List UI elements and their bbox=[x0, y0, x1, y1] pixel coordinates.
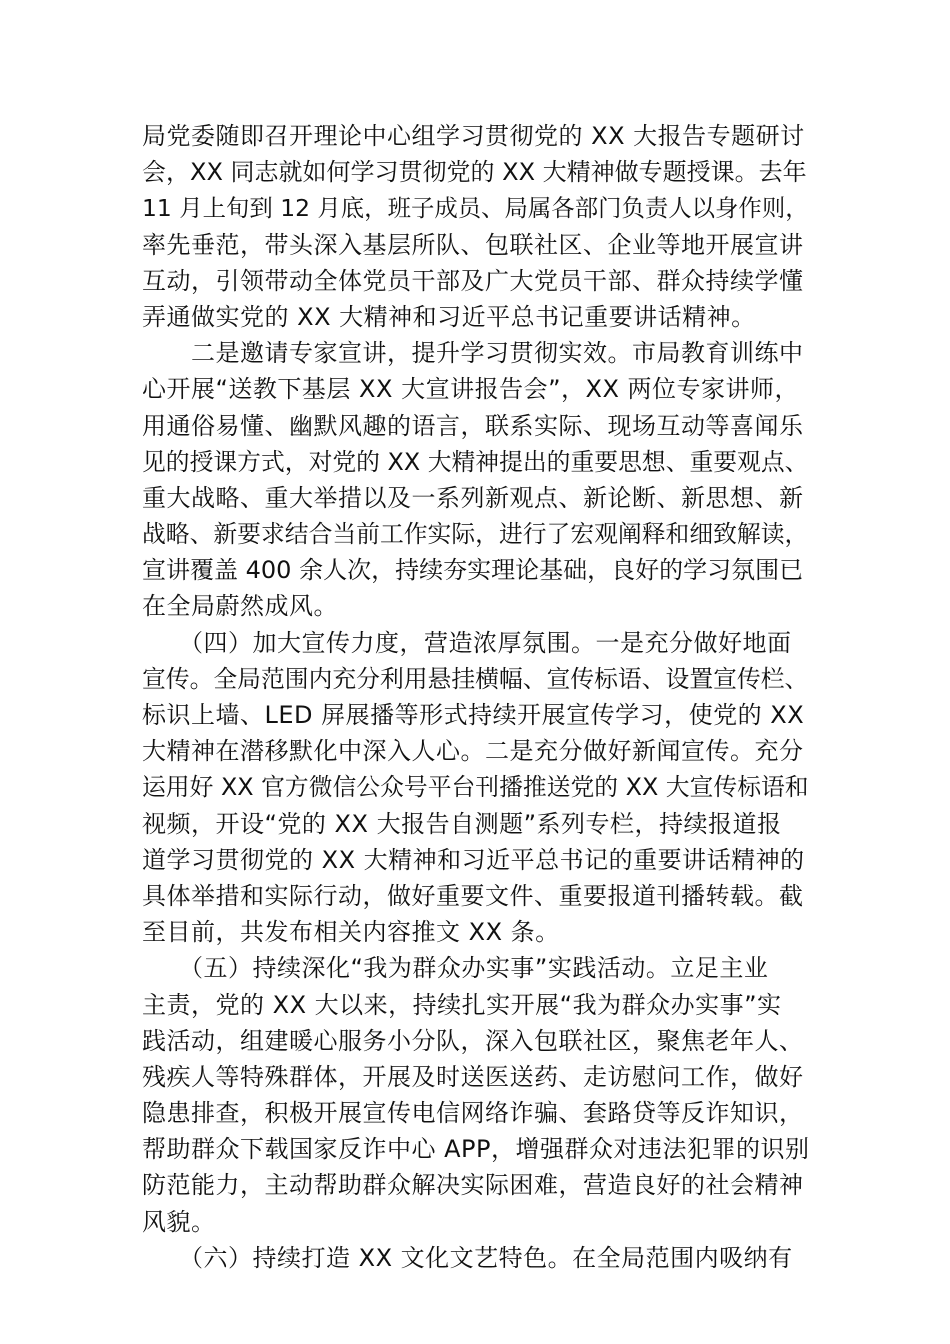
text-line: （六）持续打造 XX 文化文艺特色。在全局范围内吸纳有 bbox=[142, 1243, 793, 1272]
text-line: （五）持续深化“我为群众办实事”实践活动。立足主业 bbox=[142, 954, 769, 983]
text-line: 11 月上旬到 12 月底，班子成员、局属各部门负责人以身作则， bbox=[142, 194, 809, 223]
text-line: 重大战略、重大举措以及一系列新观点、新论断、新思想、新 bbox=[142, 483, 804, 512]
text-line: 战略、新要求结合当前工作实际，进行了宏观阐释和细致解读， bbox=[142, 520, 809, 549]
text-line: 在全局蔚然成风。 bbox=[142, 592, 338, 621]
text-line: 见的授课方式，对党的 XX 大精神提出的重要思想、重要观点、 bbox=[142, 447, 809, 476]
text-line: 用通俗易懂、幽默风趣的语言，联系实际、现场互动等喜闻乐 bbox=[142, 411, 804, 440]
text-line: 弄通做实党的 XX 大精神和习近平总书记重要讲话精神。 bbox=[142, 302, 756, 331]
text-line: 标识上墙、LED 屏展播等形式持续开展宣传学习，使党的 XX bbox=[142, 701, 805, 729]
text-line: 至目前，共发布相关内容推文 XX 条。 bbox=[142, 918, 560, 947]
text-line: 会，XX 同志就如何学习贯彻党的 XX 大精神做专题授课。去年 bbox=[142, 158, 807, 187]
text-line: 局党委随即召开理论中心组学习贯彻党的 XX 大报告专题研讨 bbox=[142, 122, 805, 150]
text-line: 具体举措和实际行动，做好重要文件、重要报道刊播转载。截 bbox=[142, 881, 804, 910]
text-line: 宣传。全局范围内充分利用悬挂横幅、宣传标语、设置宣传栏、 bbox=[142, 664, 809, 693]
text-line: 帮助群众下载国家反诈中心 APP，增强群众对违法犯罪的识别 bbox=[142, 1135, 810, 1164]
text-line: 残疾人等特殊群体，开展及时送医送药、走访慰问工作，做好 bbox=[142, 1062, 804, 1091]
text-line: 大精神在潜移默化中深入人心。二是充分做好新闻宣传。充分 bbox=[142, 737, 804, 766]
document-body bbox=[142, 118, 810, 1276]
text-line: （四）加大宣传力度，营造浓厚氛围。一是充分做好地面 bbox=[142, 628, 792, 657]
text-line: 互动，引领带动全体党员干部及广大党员干部、群众持续学懂 bbox=[142, 266, 804, 295]
text-line: 风貌。 bbox=[142, 1207, 216, 1236]
text-line: 防范能力，主动帮助群众解决实际困难，营造良好的社会精神 bbox=[142, 1171, 804, 1200]
text-line: 道学习贯彻党的 XX 大精神和习近平总书记的重要讲话精神的 bbox=[142, 845, 805, 874]
text-line: 率先垂范，带头深入基层所队、包联社区、企业等地开展宣讲 bbox=[142, 230, 804, 259]
text-line: 视频，开设“党的 XX 大报告自测题”系列专栏，持续报道报 bbox=[142, 809, 782, 838]
text-line: 主责，党的 XX 大以来，持续扎实开展“我为群众办实事”实 bbox=[142, 990, 782, 1019]
text-line: 心开展“送教下基层 XX 大宣讲报告会”，XX 两位专家讲师， bbox=[142, 375, 800, 404]
text-line: 宣讲覆盖 400 余人次，持续夯实理论基础，良好的学习氛围已 bbox=[142, 556, 804, 585]
text-line: 践活动，组建暖心服务小分队，深入包联社区，聚焦老年人、 bbox=[142, 1026, 804, 1055]
text-line: 运用好 XX 官方微信公众号平台刊播推送党的 XX 大宣传标语和 bbox=[142, 773, 809, 802]
text-line: 二是邀请专家宣讲，提升学习贯彻实效。市局教育训练中 bbox=[142, 339, 804, 368]
text-line: 隐患排查，积极开展宣传电信网络诈骗、套路贷等反诈知识， bbox=[142, 1099, 804, 1128]
